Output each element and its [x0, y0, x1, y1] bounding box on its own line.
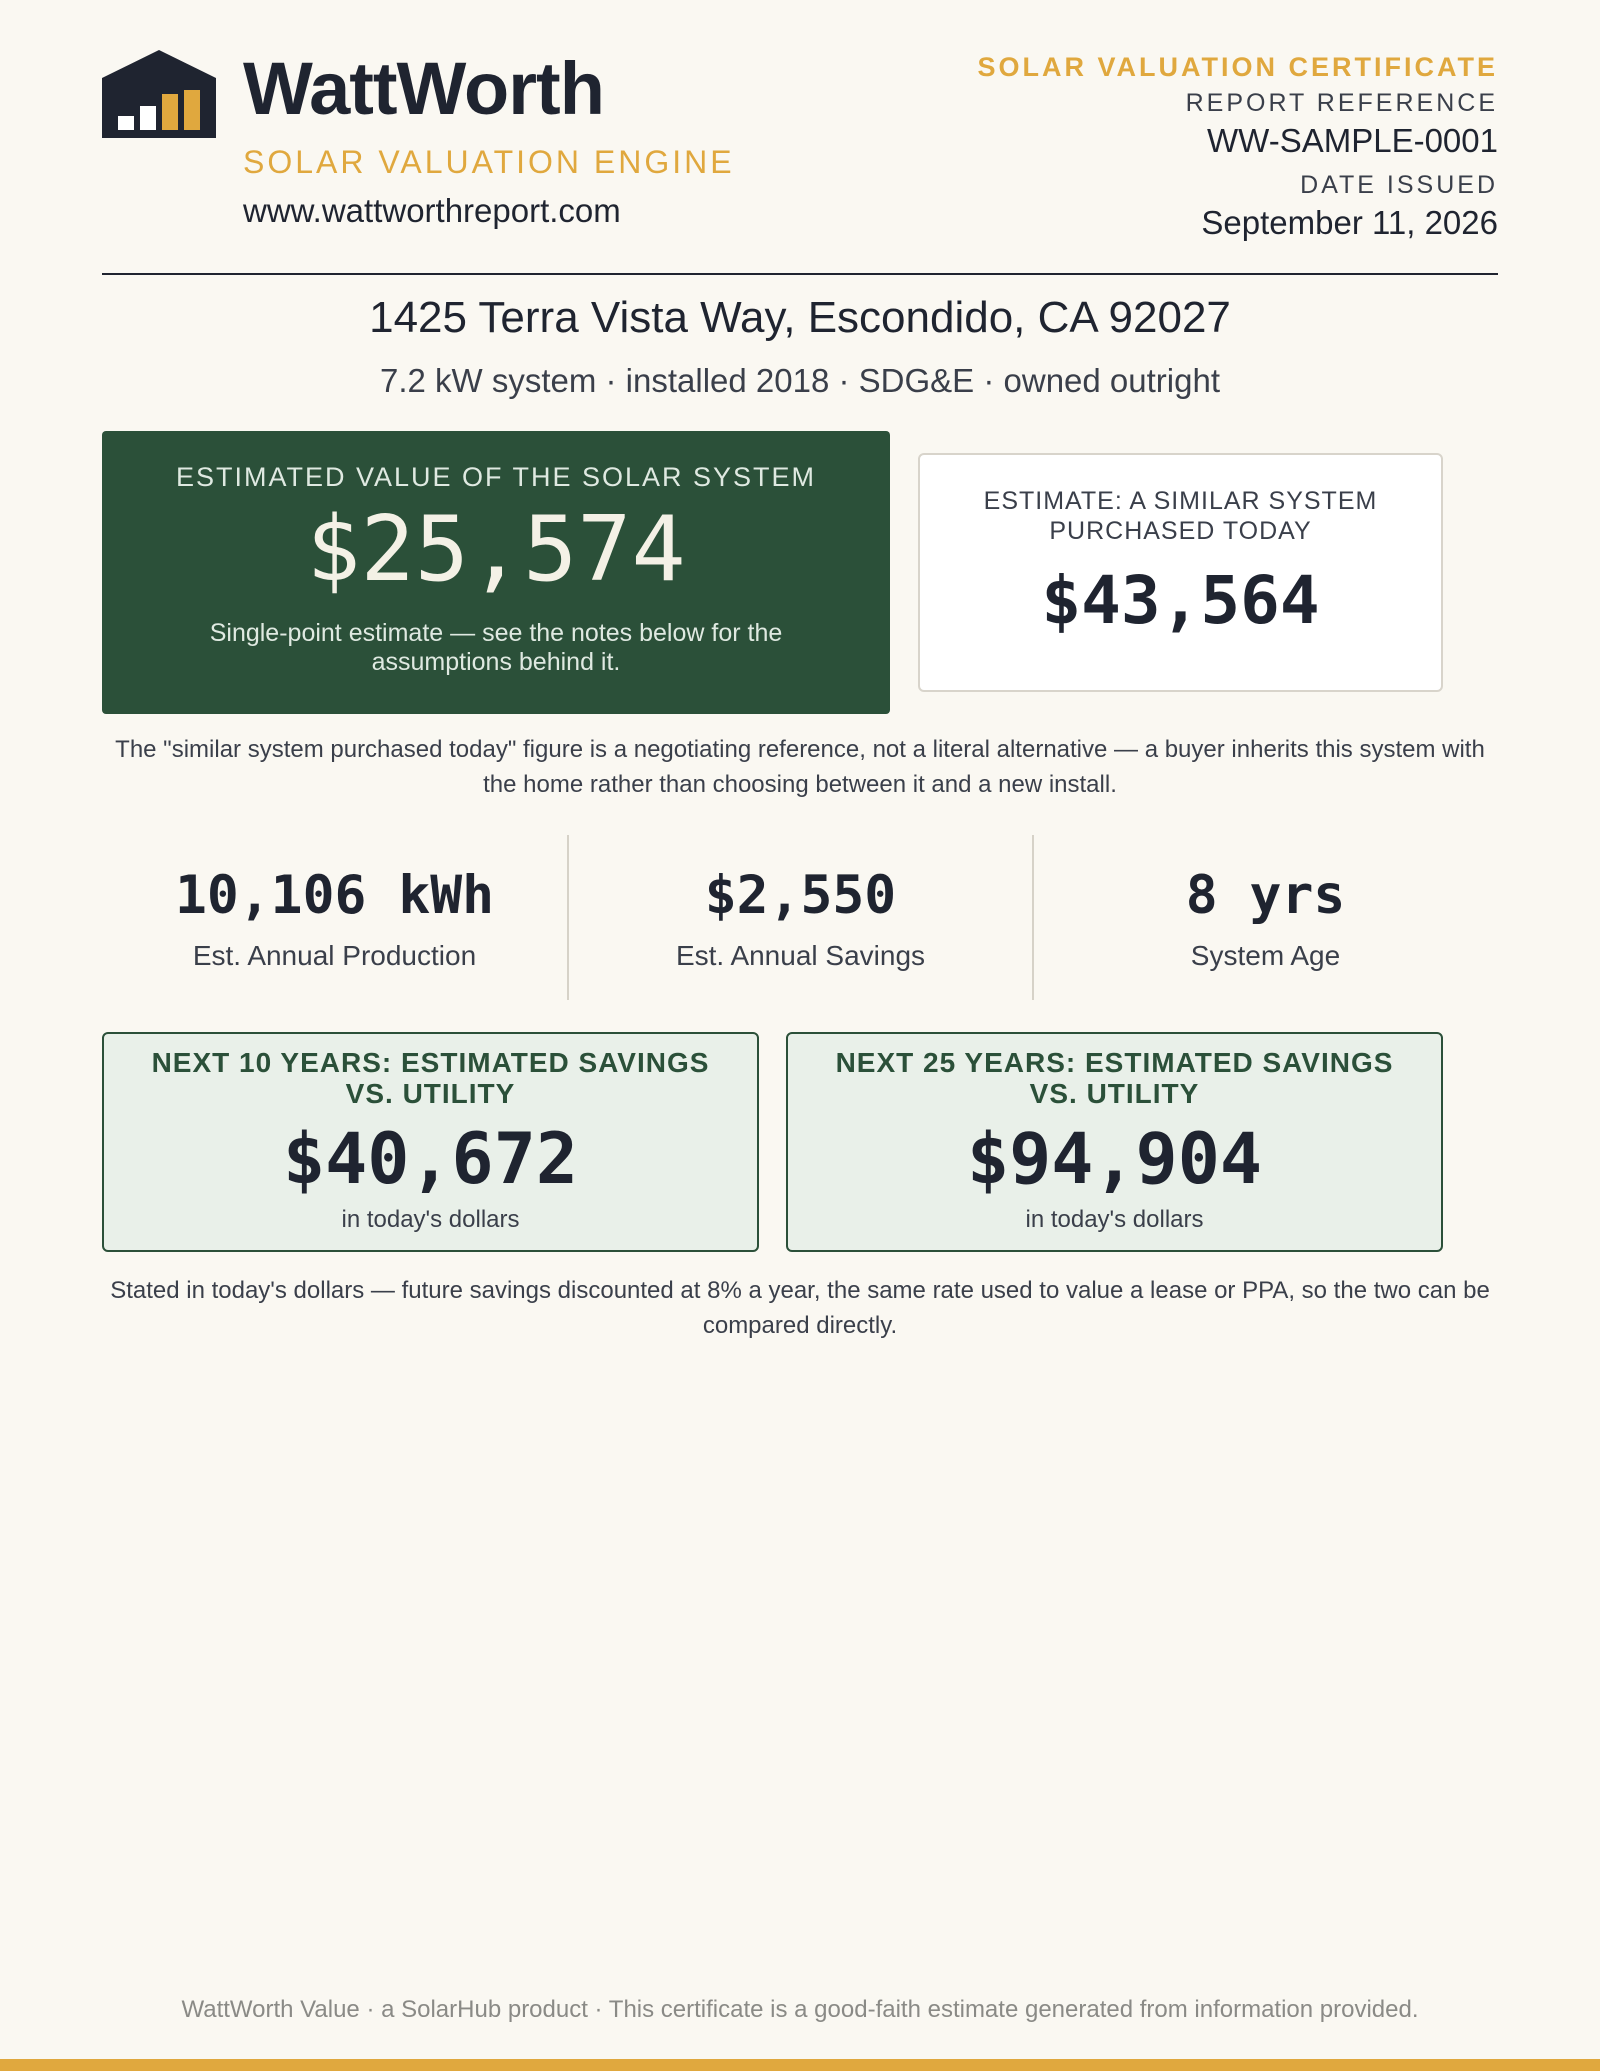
estimated-value-note: Single-point estimate — see the notes below for the assumptions behind it. — [209, 619, 783, 676]
stat-label: Est. Annual Production — [192, 940, 477, 971]
stat-label: Est. Annual Savings — [675, 940, 926, 971]
savings-card-title: NEXT 25 YEARS: ESTIMATED SAVINGS VS. UTILITY — [835, 1047, 1394, 1109]
stat-value: 10,106 kWh — [174, 865, 495, 926]
system-summary: 7.2 kW system · installed 2018 · SDG&E · owned outright — [379, 362, 1221, 399]
stat-annual-savings — [567, 835, 1032, 1000]
stat-system-age — [1032, 835, 1497, 1000]
savings-card-amount: $94,904 — [966, 1117, 1262, 1200]
comparison-note: The "similar system purchased today" figure is a negotiating reference, not a literal alternative — a buyer inherits this system with the home rather than choosing between it and a new install. — [115, 736, 1485, 798]
report-reference-value: WW-SAMPLE-0001 — [1207, 122, 1498, 159]
estimated-value-amount: $25,574 — [306, 497, 686, 602]
stat-value: $2,550 — [704, 865, 897, 926]
savings-card-subtitle: in today's dollars — [1025, 1205, 1204, 1233]
estimated-value-label: ESTIMATED VALUE OF THE SOLAR SYSTEM — [175, 462, 817, 492]
header-divider — [102, 273, 1498, 275]
similar-system-label: ESTIMATE: A SIMILAR SYSTEM PURCHASED TODAY — [983, 487, 1378, 545]
savings-10-year-card — [102, 1032, 759, 1252]
stat-annual-production — [102, 835, 567, 1000]
similar-system-amount: $43,564 — [1041, 562, 1320, 639]
stats-row — [102, 835, 1498, 1000]
savings-card-amount: $40,672 — [282, 1117, 578, 1200]
stat-value: 8 yrs — [1185, 865, 1346, 926]
date-issued-value: September 11, 2026 — [1201, 204, 1498, 241]
date-issued-label: DATE ISSUED — [1300, 171, 1498, 199]
savings-25-year-card — [786, 1032, 1443, 1252]
certificate-title: SOLAR VALUATION CERTIFICATE — [977, 52, 1498, 82]
similar-system-card — [918, 453, 1443, 692]
report-reference-label: REPORT REFERENCE — [1185, 89, 1498, 117]
estimated-value-card — [102, 431, 890, 714]
stat-label: System Age — [1190, 940, 1341, 971]
property-address: 1425 Terra Vista Way, Escondido, CA 92027 — [369, 293, 1231, 342]
footer-text: WattWorth Value · a SolarHub product · This certificate is a good-faith estimate generated from information provided. — [181, 1996, 1419, 2023]
savings-card-title: NEXT 10 YEARS: ESTIMATED SAVINGS VS. UTILITY — [151, 1047, 710, 1109]
certificate-meta — [978, 54, 1498, 239]
brand-name: WattWorth — [243, 47, 604, 130]
savings-card-subtitle: in today's dollars — [341, 1205, 520, 1233]
brand-tagline: SOLAR VALUATION ENGINE — [243, 144, 735, 180]
footer-accent-bar — [0, 2059, 1600, 2071]
discount-note: Stated in today's dollars — future savings discounted at 8% a year, the same rate used to value a lease or PPA, so the two can be compared directly. — [110, 1277, 1490, 1339]
house-bar-chart-icon — [102, 50, 216, 138]
brand-url-link[interactable]: www.wattworthreport.com — [243, 192, 621, 229]
